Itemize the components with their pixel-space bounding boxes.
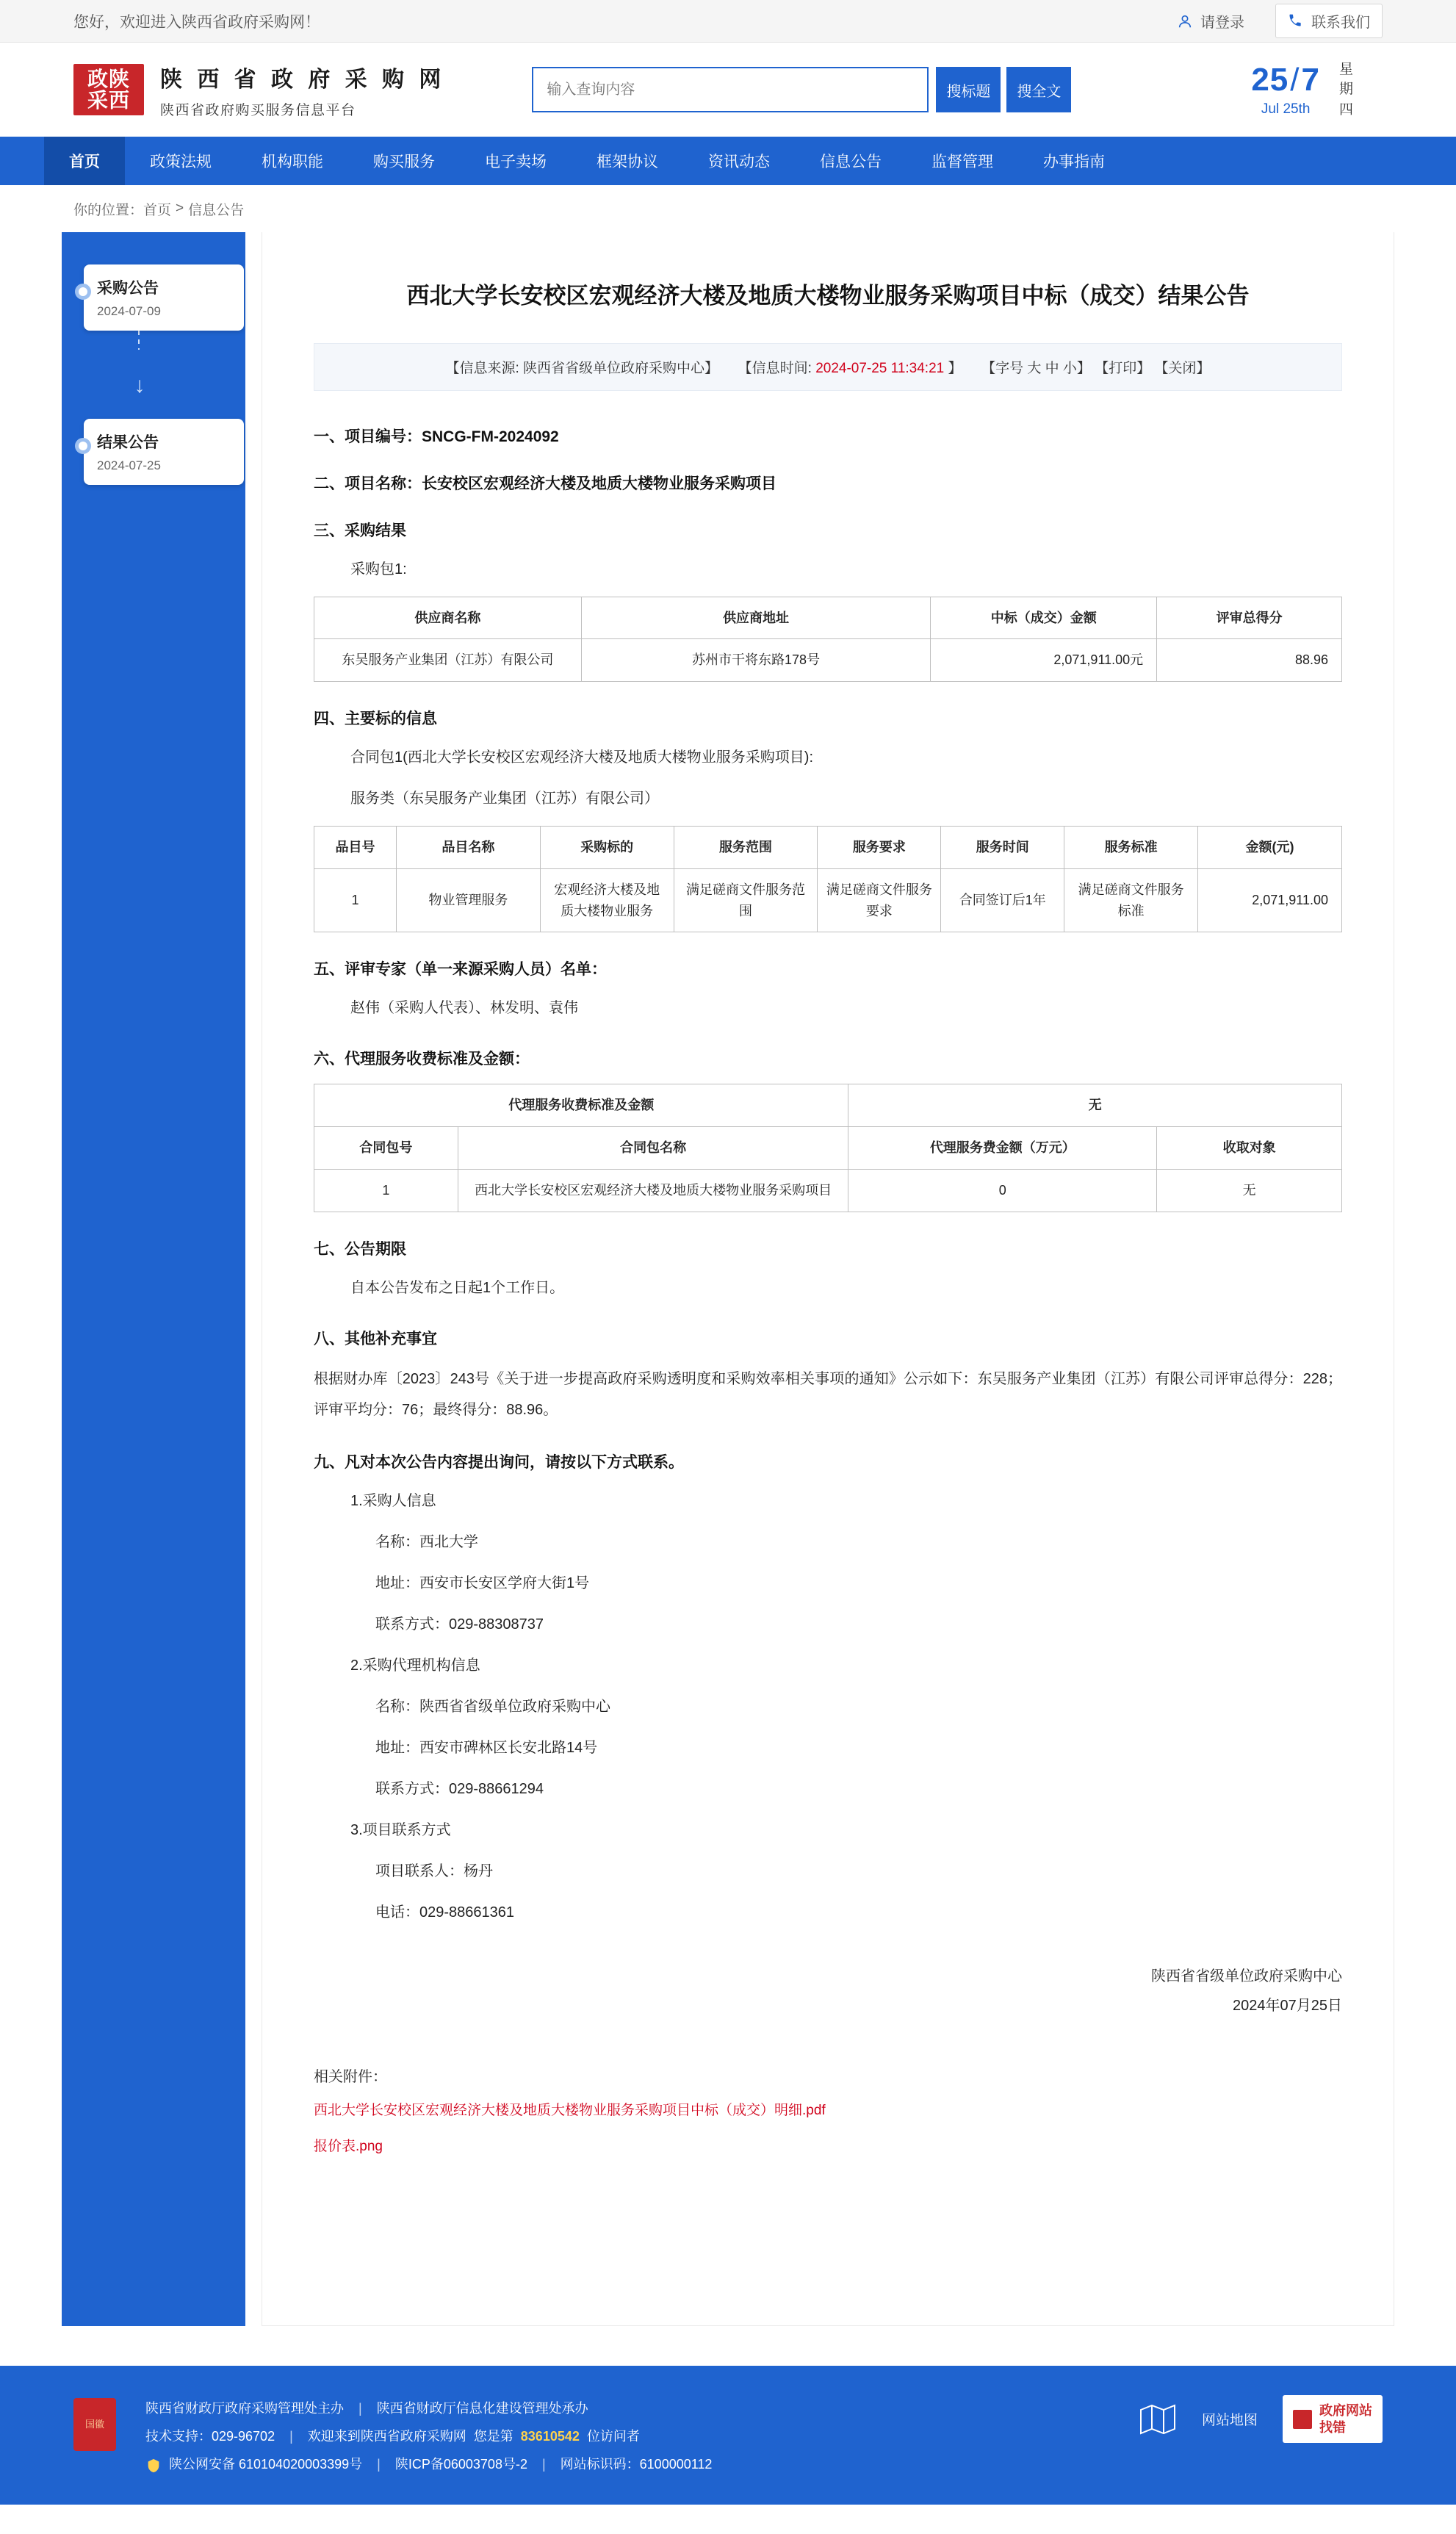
gov-badge-line1: 政府网站 [1319, 2403, 1372, 2418]
cell-award-amount: 2,071,911.00元 [931, 639, 1157, 682]
timeline-arrow-icon: ↓ [134, 373, 145, 397]
section-supplementary-heading: 八、其他补充事宜 [314, 1330, 437, 1347]
footer-police-record[interactable]: 陕公网安备 610104020003399号 [169, 2456, 363, 2472]
logo-mark-line1: 政陕 [87, 67, 130, 90]
table-row [314, 868, 1342, 932]
th-service-scope: 服务范围 [674, 827, 818, 869]
site-logo[interactable] [73, 61, 445, 119]
footer-support: 技术支持：029-96702 [145, 2428, 275, 2444]
section-project-name: 二、项目名称：长安校区宏观经济大楼及地质大楼物业服务采购项目 [314, 475, 776, 492]
contact-label: 联系我们 [1311, 15, 1370, 31]
footer-line-3 [145, 2451, 712, 2479]
nav-item-guide[interactable]: 办事指南 [1043, 154, 1105, 170]
cell-service-standard: 满足磋商文件服务标准 [1064, 868, 1198, 932]
sidebar-item-purchase-announcement[interactable] [84, 264, 244, 331]
meta-time-end: 】 [948, 360, 962, 376]
contact-link[interactable] [1275, 4, 1383, 38]
th-item-no: 品目号 [314, 827, 397, 869]
footer-text-block [145, 2395, 712, 2478]
sidebar-item-title: 结果公告 [97, 434, 159, 451]
cell-supplier-name: 东吴服务产业集团（江苏）有限公司 [314, 639, 582, 682]
footer-visitor-prefix: 您是第 [473, 2428, 513, 2444]
project-contact-tel: 电话：029-88661361 [375, 1904, 515, 1921]
search-area [532, 67, 1071, 112]
footer-site-code: 网站标识码：6100000112 [560, 2456, 713, 2472]
section-result-heading: 三、采购结果 [314, 522, 406, 539]
site-header [0, 43, 1456, 137]
main-nav [0, 137, 1456, 185]
attachments-label: 相关附件： [314, 2068, 387, 2085]
site-subtitle: 陕西省政府购买服务信息平台 [160, 102, 356, 118]
section-notice-period-heading: 七、公告期限 [314, 1240, 406, 1258]
flag-icon [1293, 2410, 1312, 2429]
footer-line-1 [145, 2395, 712, 2423]
meta-print-button[interactable]: 【打印】 [1095, 360, 1151, 376]
footer-visitor-suffix: 位访问者 [586, 2428, 640, 2444]
top-bar-links [1177, 4, 1383, 38]
nav-item-announcements[interactable]: 信息公告 [820, 154, 882, 170]
th-contract-name: 合同包名称 [458, 1127, 848, 1170]
nav-item-news[interactable]: 资讯动态 [708, 154, 770, 170]
search-input[interactable] [532, 67, 929, 112]
logo-mark-icon [73, 64, 144, 115]
footer-host: 陕西省财政厅政府采购管理处主办 [145, 2401, 344, 2416]
cell-fee-payer: 无 [1157, 1170, 1342, 1212]
nav-item-supervision[interactable]: 监督管理 [931, 154, 993, 170]
agency-address: 地址：西安市碑林区长安北路14号 [375, 1739, 598, 1756]
cell-agency-fee-amount: 0 [848, 1170, 1157, 1212]
date-month: 7 [1301, 61, 1320, 98]
footer-organizer: 陕西省财政厅信息化建设管理处承办 [376, 2401, 588, 2416]
section-experts-heading: 五、评审专家（单一来源采购人员）名单： [314, 961, 607, 979]
th-service-standard: 服务标准 [1064, 827, 1198, 869]
supplementary-text: 根据财办库〔2023〕243号《关于进一步提高政府采购透明度和采购效率相关事项的通知》公示如下：东吴服务产业集团（江苏）有限公司评审总得分：228；评审平均分：76；最终得分：88.96。 [314, 1370, 1342, 1418]
footer-divider: | [541, 2456, 546, 2472]
footer-icp[interactable]: 陕ICP备06003708号-2 [394, 2456, 527, 2472]
th-agency-fee-title: 代理服务收费标准及金额 [314, 1084, 848, 1127]
cell-amount: 2,071,911.00 [1198, 868, 1342, 932]
site-footer [0, 2366, 1456, 2505]
section-contact-heading: 九、凡对本次公告内容提出询问，请按以下方式联系。 [314, 1453, 684, 1471]
announcement-timeline-sidebar [62, 232, 245, 2326]
sidebar-item-date: 2024-07-09 [97, 304, 161, 318]
timeline-dot-icon [75, 284, 91, 300]
gov-badge-line2: 找错 [1319, 2419, 1346, 2435]
map-icon [1139, 2402, 1177, 2436]
top-bar [0, 0, 1456, 43]
signature-date: 2024年07月25日 [1233, 1997, 1342, 2014]
th-service-period: 服务时间 [941, 827, 1064, 869]
cell-service-scope: 满足磋商文件服务范围 [674, 868, 818, 932]
date-day: 25 [1251, 61, 1289, 98]
buyer-name: 名称：西北大学 [375, 1533, 478, 1550]
th-contract-no: 合同包号 [314, 1127, 458, 1170]
date-numeric: 25/7 Jul 25th [1251, 61, 1320, 117]
th-supplier-address: 供应商地址 [581, 597, 931, 639]
document-meta-bar [314, 343, 1342, 391]
table-row [314, 639, 1342, 682]
attachment-link-png[interactable]: 报价表.png [314, 2138, 383, 2154]
table-header-row [314, 827, 1342, 869]
cell-contract-no: 1 [314, 1170, 458, 1212]
table-row [314, 1170, 1342, 1212]
date-weekday: 星 期 四 [1338, 61, 1353, 118]
sidebar-item-title: 采购公告 [97, 280, 159, 297]
nav-item-emarket[interactable]: 电子卖场 [485, 154, 547, 170]
cell-procurement-target: 宏观经济大楼及地质大楼物业服务 [540, 868, 674, 932]
breadcrumb [0, 185, 1456, 232]
agency-fee-table [314, 1084, 1342, 1212]
th-award-amount: 中标（成交）金额 [931, 597, 1157, 639]
experts-list: 赵伟（采购人代表）、林发明、袁伟 [350, 1000, 578, 1017]
gov-website-error-report-button[interactable] [1283, 2395, 1383, 2443]
agency-name: 名称：陕西省省级单位政府采购中心 [375, 1698, 610, 1715]
cell-service-requirement: 满足磋商文件服务要求 [818, 868, 941, 932]
breadcrumb-prefix: 你的位置： [73, 202, 144, 218]
breadcrumb-home[interactable]: 首页 [143, 202, 172, 218]
result-package-label: 采购包1: [350, 561, 407, 577]
user-icon [1177, 13, 1193, 29]
meta-source-value: 陕西省省级单位政府采购中心】 [523, 360, 719, 376]
nav-item-functions[interactable]: 机构职能 [262, 154, 323, 170]
table-header-row [314, 597, 1342, 639]
meta-fontsize-control[interactable]: 【字号 大 中 小】 [981, 360, 1091, 376]
announcement-document [262, 232, 1394, 2326]
footer-right [1139, 2395, 1383, 2443]
nav-item-purchase-service[interactable]: 购买服务 [373, 154, 435, 170]
project-contact-person: 项目联系人：杨丹 [375, 1862, 493, 1879]
footer-line-2 [145, 2423, 712, 2451]
cell-contract-name: 西北大学长安校区宏观经济大楼及地质大楼物业服务采购项目 [458, 1170, 848, 1212]
footer-divider: | [358, 2401, 362, 2416]
th-amount: 金额(元) [1198, 827, 1342, 869]
cell-supplier-address: 苏州市干将东路178号 [581, 639, 931, 682]
breadcrumb-current: 信息公告 [188, 202, 245, 218]
timeline-dash [138, 331, 140, 350]
target-service-line: 服务类（东吴服务产业集团（江苏）有限公司） [350, 791, 659, 807]
footer-divider: | [377, 2456, 381, 2472]
buyer-info-heading: 1.采购人信息 [350, 1492, 436, 1509]
meta-close-button[interactable]: 【关闭】 [1154, 360, 1211, 376]
footer-welcome: 欢迎来到陕西省政府采购网 [307, 2428, 466, 2444]
signature-block [314, 1962, 1342, 2020]
login-label: 请登录 [1200, 15, 1244, 31]
phone-icon [1288, 13, 1304, 29]
nav-item-policy[interactable]: 政策法规 [150, 154, 212, 170]
section-project-number: 一、项目编号：SNCG-FM-2024092 [314, 428, 559, 445]
police-badge-icon [145, 2456, 162, 2472]
page-title: 西北大学长安校区宏观经济大楼及地质大楼物业服务采购项目中标（成交）结果公告 [406, 283, 1250, 309]
th-supplier-name: 供应商名称 [314, 597, 582, 639]
agency-info-heading: 2.采购代理机构信息 [350, 1657, 480, 1674]
content-wrapper [0, 232, 1456, 2326]
buyer-tel: 联系方式：029-88308737 [375, 1616, 544, 1633]
footer-divider: | [289, 2428, 293, 2444]
nav-item-home[interactable]: 首页 [44, 137, 125, 185]
notice-period-text: 自本公告发布之日起1个工作日。 [350, 1279, 565, 1296]
attachments-list [314, 2099, 1342, 2155]
site-map-link[interactable]: 网站地图 [1201, 2413, 1258, 2428]
emblem-label: 国徽 [84, 2419, 104, 2430]
th-item-name: 品目名称 [396, 827, 540, 869]
logo-text [160, 61, 445, 119]
target-info-table [314, 826, 1342, 932]
section-target-heading: 四、主要标的信息 [314, 710, 437, 728]
search-fulltext-button[interactable]: 搜全文 [1006, 67, 1071, 112]
agency-tel: 联系方式：029-88661294 [375, 1780, 544, 1797]
national-emblem-icon [73, 2398, 116, 2451]
site-title: 陕 西 省 政 府 采 购 网 [160, 67, 446, 92]
timeline-dot-icon [75, 438, 91, 454]
cell-item-no: 1 [314, 868, 397, 932]
section-agency-fee-heading: 六、代理服务收费标准及金额： [314, 1051, 530, 1068]
th-fee-payer: 收取对象 [1157, 1127, 1342, 1170]
buyer-address: 地址：西安市长安区学府大街1号 [375, 1574, 590, 1591]
date-widget [1251, 60, 1383, 120]
th-procurement-target: 采购标的 [540, 827, 674, 869]
th-agency-fee-amount: 代理服务费金额（万元） [848, 1127, 1157, 1170]
sidebar-item-date: 2024-07-25 [97, 458, 161, 472]
target-contract-line: 合同包1(西北大学长安校区宏观经济大楼及地质大楼物业服务采购项目): [350, 749, 813, 766]
cell-total-score: 88.96 [1157, 639, 1342, 682]
search-title-button[interactable]: 搜标题 [936, 67, 1001, 112]
table-header-row [314, 1127, 1342, 1170]
meta-time-value: 2024-07-25 11:34:21 [815, 360, 945, 376]
breadcrumb-separator: > [176, 201, 184, 216]
cell-service-period: 合同签订后1年 [941, 868, 1064, 932]
nav-item-framework[interactable]: 框架协议 [597, 154, 658, 170]
sidebar-item-result-announcement[interactable] [84, 419, 244, 485]
project-contact-heading: 3.项目联系方式 [350, 1821, 451, 1838]
result-table [314, 597, 1342, 683]
login-link[interactable] [1177, 10, 1244, 32]
footer-visitor-count: 83610542 [520, 2428, 580, 2444]
th-total-score: 评审总得分 [1157, 597, 1342, 639]
date-en: Jul 25th [1261, 101, 1311, 117]
welcome-text: 您好，欢迎进入陕西省政府采购网！ [73, 13, 320, 31]
th-agency-fee-value: 无 [848, 1084, 1342, 1127]
logo-mark-line2: 采西 [87, 89, 130, 112]
meta-time-label: 【信息时间: [738, 360, 812, 376]
table-row [314, 1084, 1342, 1127]
signature-organization: 陕西省省级单位政府采购中心 [1151, 1968, 1342, 1984]
cell-item-name: 物业管理服务 [396, 868, 540, 932]
meta-source-label: 【信息来源: [445, 360, 519, 376]
attachment-link-pdf[interactable]: 西北大学长安校区宏观经济大楼及地质大楼物业服务采购项目中标（成交）明细.pdf [314, 2102, 826, 2118]
th-service-requirement: 服务要求 [818, 827, 941, 869]
